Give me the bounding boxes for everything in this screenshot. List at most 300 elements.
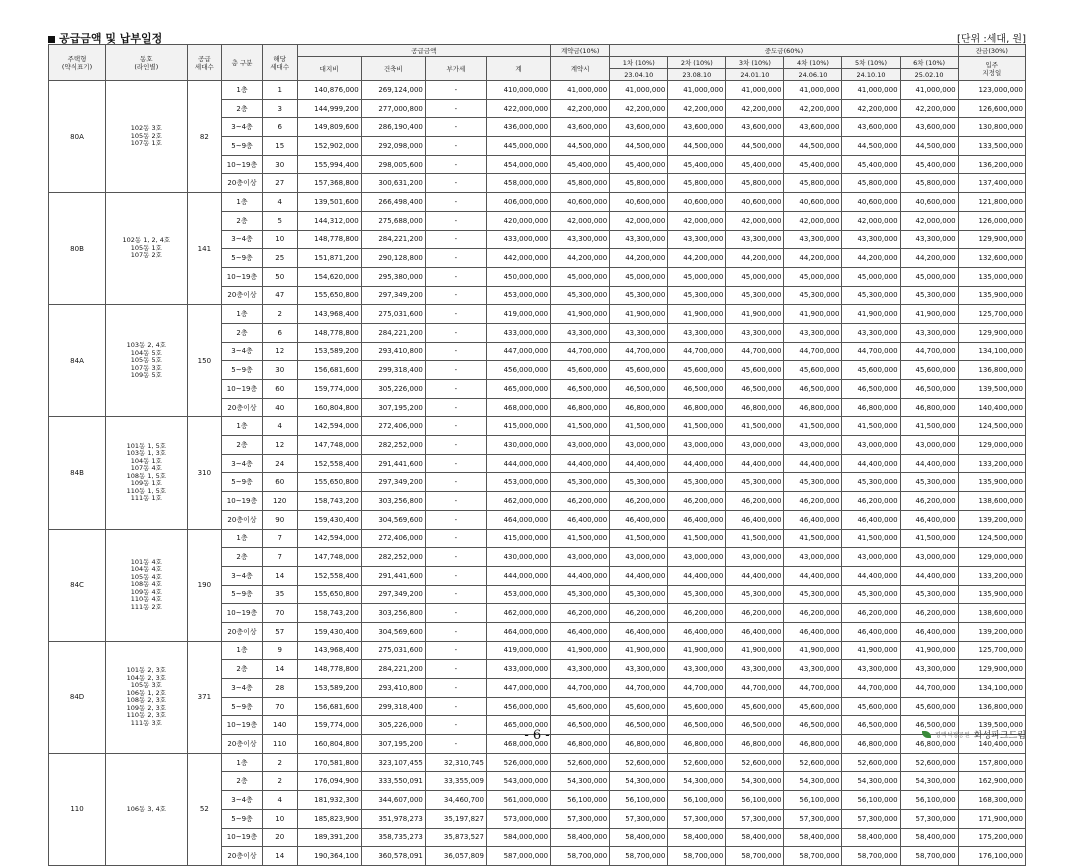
cell-balance: 171,900,000 [958, 809, 1025, 828]
cell-installment: 46,200,000 [900, 604, 958, 623]
cell-installment: 45,400,000 [726, 155, 784, 174]
cell-supply: 150 [187, 305, 222, 417]
cell-installment: 56,100,000 [726, 791, 784, 810]
cell-balance: 133,200,000 [958, 566, 1025, 585]
cell-installment: 57,300,000 [784, 809, 842, 828]
cell-total: 453,000,000 [486, 286, 550, 305]
cell-building: 284,221,200 [361, 660, 425, 679]
cell-units: 1 [262, 81, 297, 100]
cell-total: 573,000,000 [486, 809, 550, 828]
cell-units: 60 [262, 473, 297, 492]
cell-units: 2 [262, 753, 297, 772]
col-dong: 동호 (라인별) [106, 45, 187, 81]
cell-contract: 46,200,000 [551, 604, 610, 623]
cell-contract: 41,900,000 [551, 641, 610, 660]
cell-installment: 45,600,000 [726, 361, 784, 380]
cell-balance: 137,400,000 [958, 174, 1025, 193]
cell-contract: 43,000,000 [551, 436, 610, 455]
cell-installment: 43,600,000 [726, 118, 784, 137]
cell-installment: 45,000,000 [900, 267, 958, 286]
cell-installment: 58,400,000 [726, 828, 784, 847]
cell-installment: 46,400,000 [784, 510, 842, 529]
cell-building: 307,195,200 [361, 398, 425, 417]
cell-contract: 43,300,000 [551, 323, 610, 342]
cell-total: 430,000,000 [486, 548, 550, 567]
title-text: 공급금액 및 납부일정 [59, 32, 163, 45]
cell-units: 47 [262, 286, 297, 305]
cell-installment: 45,600,000 [610, 697, 668, 716]
cell-installment: 45,300,000 [726, 473, 784, 492]
cell-installment: 46,500,000 [842, 380, 900, 399]
cell-installment: 44,400,000 [842, 566, 900, 585]
cell-units: 140 [262, 716, 297, 735]
cell-contract: 43,300,000 [551, 230, 610, 249]
cell-floor: 10~19층 [222, 716, 263, 735]
cell-installment: 46,800,000 [900, 735, 958, 754]
cell-installment: 46,500,000 [726, 716, 784, 735]
type-group [49, 193, 1026, 305]
cell-installment: 46,200,000 [784, 492, 842, 511]
cell-installment: 46,200,000 [668, 604, 726, 623]
cell-building: 282,252,000 [361, 548, 425, 567]
cell-installment: 58,700,000 [842, 847, 900, 866]
cell-installment: 44,700,000 [610, 342, 668, 361]
cell-contract: 46,200,000 [551, 492, 610, 511]
cell-installment: 43,300,000 [842, 660, 900, 679]
cell-dong: 101동 1, 5호 103동 1, 3호 104동 1호 107동 4호 108동 1, 5호 109동 1호 110동 1, 5호 111동 1호 [106, 417, 187, 529]
col-mid-group: 중도금(60%) [610, 45, 958, 57]
cell-land: 151,871,200 [297, 249, 361, 268]
cell-total: 430,000,000 [486, 436, 550, 455]
cell-units: 14 [262, 566, 297, 585]
cell-land: 147,748,000 [297, 548, 361, 567]
cell-installment: 43,300,000 [900, 230, 958, 249]
cell-building: 297,349,200 [361, 286, 425, 305]
cell-installment: 56,100,000 [900, 791, 958, 810]
cell-balance: 138,600,000 [958, 492, 1025, 511]
cell-land: 148,778,800 [297, 660, 361, 679]
cell-building: 303,256,800 [361, 604, 425, 623]
cell-installment: 45,300,000 [668, 585, 726, 604]
cell-building: 282,252,000 [361, 436, 425, 455]
cell-vat: - [425, 118, 486, 137]
cell-installment: 46,500,000 [900, 380, 958, 399]
cell-units: 12 [262, 342, 297, 361]
cell-balance: 176,100,000 [958, 847, 1025, 866]
cell-installment: 45,300,000 [842, 585, 900, 604]
leaf-logo-icon [922, 731, 931, 738]
cell-installment: 46,200,000 [610, 492, 668, 511]
col-balance: 입주 지정일 [958, 57, 1025, 81]
cell-land: 176,094,900 [297, 772, 361, 791]
cell-vat: - [425, 81, 486, 100]
cell-floor: 3~4층 [222, 679, 263, 698]
cell-balance: 129,000,000 [958, 436, 1025, 455]
cell-installment: 46,500,000 [668, 380, 726, 399]
cell-vat: - [425, 361, 486, 380]
table-row [49, 305, 1026, 324]
cell-contract: 58,400,000 [551, 828, 610, 847]
cell-vat: 33,355,009 [425, 772, 486, 791]
cell-land: 155,994,400 [297, 155, 361, 174]
cell-total: 410,000,000 [486, 81, 550, 100]
cell-installment: 46,400,000 [784, 622, 842, 641]
cell-dong: 101동 4호 104동 4호 105동 4호 108동 4호 109동 4호 110동 4호 111동 2호 [106, 529, 187, 641]
cell-land: 159,430,400 [297, 510, 361, 529]
cell-land: 189,391,200 [297, 828, 361, 847]
col-installment-date: 24.10.10 [842, 69, 900, 81]
cell-total: 422,000,000 [486, 99, 550, 118]
cell-installment: 43,000,000 [668, 436, 726, 455]
cell-installment: 43,300,000 [668, 323, 726, 342]
cell-balance: 129,900,000 [958, 323, 1025, 342]
cell-installment: 44,700,000 [900, 342, 958, 361]
cell-total: 462,000,000 [486, 604, 550, 623]
cell-installment: 58,700,000 [726, 847, 784, 866]
cell-installment: 46,400,000 [842, 622, 900, 641]
cell-building: 299,318,400 [361, 361, 425, 380]
cell-installment: 44,400,000 [842, 454, 900, 473]
cell-contract: 44,700,000 [551, 342, 610, 361]
cell-floor: 20층이상 [222, 735, 263, 754]
cell-installment: 43,000,000 [842, 548, 900, 567]
cell-installment: 46,500,000 [668, 716, 726, 735]
cell-total: 456,000,000 [486, 361, 550, 380]
cell-supply: 371 [187, 641, 222, 753]
cell-vat: - [425, 473, 486, 492]
cell-installment: 56,100,000 [842, 791, 900, 810]
cell-installment: 46,200,000 [842, 492, 900, 511]
cell-floor: 10~19층 [222, 604, 263, 623]
cell-installment: 41,500,000 [784, 417, 842, 436]
cell-installment: 41,500,000 [842, 529, 900, 548]
cell-installment: 45,300,000 [900, 473, 958, 492]
cell-installment: 46,400,000 [726, 510, 784, 529]
cell-installment: 41,500,000 [610, 529, 668, 548]
cell-installment: 45,600,000 [842, 697, 900, 716]
cell-installment: 43,000,000 [610, 548, 668, 567]
cell-installment: 44,500,000 [668, 137, 726, 156]
col-total: 계 [486, 57, 550, 81]
cell-building: 275,688,000 [361, 211, 425, 230]
cell-contract: 44,500,000 [551, 137, 610, 156]
cell-balance: 125,700,000 [958, 305, 1025, 324]
cell-installment: 57,300,000 [668, 809, 726, 828]
cell-installment: 46,400,000 [900, 622, 958, 641]
cell-land: 156,681,600 [297, 697, 361, 716]
cell-floor: 10~19층 [222, 267, 263, 286]
cell-installment: 44,700,000 [726, 342, 784, 361]
cell-installment: 46,800,000 [784, 398, 842, 417]
cell-balance: 129,000,000 [958, 548, 1025, 567]
cell-units: 24 [262, 454, 297, 473]
cell-installment: 41,900,000 [668, 305, 726, 324]
cell-balance: 135,900,000 [958, 585, 1025, 604]
cell-floor: 3~4층 [222, 342, 263, 361]
cell-contract: 42,000,000 [551, 211, 610, 230]
cell-vat: - [425, 398, 486, 417]
cell-installment: 44,400,000 [726, 454, 784, 473]
cell-total: 415,000,000 [486, 529, 550, 548]
cell-installment: 46,200,000 [726, 604, 784, 623]
cell-installment: 44,500,000 [842, 137, 900, 156]
cell-vat: - [425, 679, 486, 698]
cell-total: 433,000,000 [486, 230, 550, 249]
cell-installment: 42,000,000 [784, 211, 842, 230]
cell-floor: 10~19층 [222, 492, 263, 511]
cell-installment: 45,000,000 [784, 267, 842, 286]
cell-land: 170,581,800 [297, 753, 361, 772]
cell-balance: 133,200,000 [958, 454, 1025, 473]
cell-installment: 45,300,000 [610, 286, 668, 305]
cell-installment: 44,200,000 [610, 249, 668, 268]
table-row [49, 529, 1026, 548]
cell-installment: 42,200,000 [610, 99, 668, 118]
cell-type: 110 [49, 753, 106, 865]
cell-installment: 58,400,000 [784, 828, 842, 847]
col-installment-date: 24.01.10 [726, 69, 784, 81]
cell-building: 293,410,800 [361, 679, 425, 698]
cell-building: 292,098,000 [361, 137, 425, 156]
col-land: 대지비 [297, 57, 361, 81]
cell-dong: 102동 1, 2, 4호 105동 1호 107동 2호 [106, 193, 187, 305]
cell-installment: 42,000,000 [610, 211, 668, 230]
cell-land: 185,823,900 [297, 809, 361, 828]
cell-units: 7 [262, 548, 297, 567]
cell-installment: 43,600,000 [610, 118, 668, 137]
type-group [49, 305, 1026, 417]
cell-vat: - [425, 286, 486, 305]
cell-building: 333,550,091 [361, 772, 425, 791]
cell-balance: 129,900,000 [958, 230, 1025, 249]
cell-dong: 102동 3호 105동 2호 107동 1호 [106, 81, 187, 193]
cell-installment: 44,200,000 [842, 249, 900, 268]
cell-floor: 3~4층 [222, 454, 263, 473]
cell-installment: 45,800,000 [668, 174, 726, 193]
cell-installment: 45,800,000 [900, 174, 958, 193]
cell-floor: 20층이상 [222, 398, 263, 417]
cell-installment: 57,300,000 [900, 809, 958, 828]
cell-building: 323,107,455 [361, 753, 425, 772]
cell-installment: 45,600,000 [726, 697, 784, 716]
cell-type: 80A [49, 81, 106, 193]
col-vat: 부가세 [425, 57, 486, 81]
col-supply: 공급 세대수 [187, 45, 222, 81]
cell-installment: 52,600,000 [610, 753, 668, 772]
cell-balance: 136,800,000 [958, 361, 1025, 380]
cell-land: 152,558,400 [297, 454, 361, 473]
col-installment-label: 5차 (10%) [842, 57, 900, 69]
cell-installment: 41,500,000 [842, 417, 900, 436]
cell-installment: 44,500,000 [610, 137, 668, 156]
cell-land: 159,774,000 [297, 380, 361, 399]
cell-installment: 58,700,000 [784, 847, 842, 866]
cell-floor: 10~19층 [222, 380, 263, 399]
cell-balance: 139,500,000 [958, 716, 1025, 735]
cell-contract: 40,600,000 [551, 193, 610, 212]
cell-installment: 46,400,000 [610, 510, 668, 529]
cell-total: 433,000,000 [486, 660, 550, 679]
cell-vat: - [425, 660, 486, 679]
cell-installment: 58,400,000 [842, 828, 900, 847]
table-header [49, 45, 1026, 81]
cell-total: 468,000,000 [486, 735, 550, 754]
cell-installment: 58,700,000 [900, 847, 958, 866]
cell-units: 3 [262, 99, 297, 118]
cell-installment: 54,300,000 [900, 772, 958, 791]
cell-units: 120 [262, 492, 297, 511]
cell-balance: 139,200,000 [958, 622, 1025, 641]
cell-type: 84B [49, 417, 106, 529]
cell-floor: 3~4층 [222, 118, 263, 137]
cell-building: 344,607,000 [361, 791, 425, 810]
cell-land: 155,650,800 [297, 585, 361, 604]
cell-installment: 58,400,000 [900, 828, 958, 847]
cell-installment: 45,000,000 [668, 267, 726, 286]
cell-total: 447,000,000 [486, 342, 550, 361]
cell-land: 181,932,300 [297, 791, 361, 810]
cell-installment: 52,600,000 [842, 753, 900, 772]
cell-installment: 58,700,000 [668, 847, 726, 866]
cell-total: 436,000,000 [486, 118, 550, 137]
cell-vat: - [425, 436, 486, 455]
cell-total: 464,000,000 [486, 622, 550, 641]
col-installment-label: 3차 (10%) [726, 57, 784, 69]
cell-type: 84D [49, 641, 106, 753]
cell-installment: 46,800,000 [784, 735, 842, 754]
cell-building: 307,195,200 [361, 735, 425, 754]
cell-units: 14 [262, 660, 297, 679]
col-balance-group: 잔금(30%) [958, 45, 1025, 57]
cell-contract: 46,500,000 [551, 380, 610, 399]
cell-installment: 41,000,000 [842, 81, 900, 100]
cell-units: 35 [262, 585, 297, 604]
cell-installment: 46,500,000 [900, 716, 958, 735]
cell-land: 155,650,800 [297, 286, 361, 305]
cell-installment: 45,600,000 [668, 697, 726, 716]
cell-floor: 1층 [222, 81, 263, 100]
cell-balance: 135,000,000 [958, 267, 1025, 286]
cell-contract: 56,100,000 [551, 791, 610, 810]
cell-installment: 46,800,000 [900, 398, 958, 417]
cell-installment: 40,600,000 [726, 193, 784, 212]
page-number: - 6 - [524, 728, 550, 743]
cell-balance: 134,100,000 [958, 342, 1025, 361]
cell-installment: 44,400,000 [726, 566, 784, 585]
cell-installment: 44,400,000 [900, 566, 958, 585]
cell-balance: 136,800,000 [958, 697, 1025, 716]
cell-installment: 41,900,000 [610, 305, 668, 324]
cell-balance: 130,800,000 [958, 118, 1025, 137]
cell-installment: 45,300,000 [784, 585, 842, 604]
cell-vat: - [425, 641, 486, 660]
cell-installment: 44,400,000 [784, 566, 842, 585]
cell-installment: 40,600,000 [900, 193, 958, 212]
cell-balance: 140,400,000 [958, 735, 1025, 754]
cell-total: 450,000,000 [486, 267, 550, 286]
cell-installment: 43,000,000 [610, 436, 668, 455]
cell-land: 160,804,800 [297, 735, 361, 754]
cell-units: 60 [262, 380, 297, 399]
cell-units: 10 [262, 809, 297, 828]
col-installment-label: 4차 (10%) [784, 57, 842, 69]
cell-installment: 41,000,000 [900, 81, 958, 100]
cell-building: 297,349,200 [361, 585, 425, 604]
cell-total: 444,000,000 [486, 566, 550, 585]
cell-building: 269,124,000 [361, 81, 425, 100]
cell-land: 147,748,000 [297, 436, 361, 455]
cell-floor: 1층 [222, 641, 263, 660]
cell-units: 90 [262, 510, 297, 529]
cell-balance: 132,600,000 [958, 249, 1025, 268]
cell-total: 465,000,000 [486, 716, 550, 735]
cell-vat: - [425, 492, 486, 511]
cell-contract: 45,400,000 [551, 155, 610, 174]
cell-contract: 44,400,000 [551, 566, 610, 585]
cell-total: 445,000,000 [486, 137, 550, 156]
cell-balance: 139,500,000 [958, 380, 1025, 399]
cell-installment: 43,300,000 [610, 660, 668, 679]
cell-building: 297,349,200 [361, 473, 425, 492]
cell-contract: 52,600,000 [551, 753, 610, 772]
cell-installment: 45,300,000 [668, 286, 726, 305]
cell-floor: 5~9층 [222, 809, 263, 828]
cell-units: 50 [262, 267, 297, 286]
cell-installment: 46,800,000 [842, 398, 900, 417]
cell-land: 143,968,400 [297, 641, 361, 660]
cell-balance: 126,000,000 [958, 211, 1025, 230]
cell-installment: 41,900,000 [900, 305, 958, 324]
cell-installment: 46,200,000 [726, 492, 784, 511]
cell-installment: 42,200,000 [784, 99, 842, 118]
cell-installment: 41,500,000 [668, 529, 726, 548]
col-installment-label: 6차 (10%) [900, 57, 958, 69]
cell-installment: 45,300,000 [726, 286, 784, 305]
cell-installment: 44,200,000 [668, 249, 726, 268]
cell-building: 272,406,000 [361, 529, 425, 548]
cell-building: 266,498,400 [361, 193, 425, 212]
cell-total: 468,000,000 [486, 398, 550, 417]
cell-contract: 54,300,000 [551, 772, 610, 791]
cell-land: 139,501,600 [297, 193, 361, 212]
cell-vat: - [425, 548, 486, 567]
cell-installment: 42,200,000 [900, 99, 958, 118]
cell-units: 15 [262, 137, 297, 156]
cell-installment: 44,500,000 [900, 137, 958, 156]
cell-installment: 56,100,000 [668, 791, 726, 810]
cell-floor: 2층 [222, 772, 263, 791]
cell-installment: 46,500,000 [784, 716, 842, 735]
cell-installment: 40,600,000 [610, 193, 668, 212]
cell-units: 27 [262, 174, 297, 193]
cell-building: 290,128,800 [361, 249, 425, 268]
cell-land: 144,999,200 [297, 99, 361, 118]
cell-vat: - [425, 99, 486, 118]
cell-installment: 57,300,000 [610, 809, 668, 828]
cell-vat: - [425, 211, 486, 230]
cell-total: 465,000,000 [486, 380, 550, 399]
cell-installment: 57,300,000 [726, 809, 784, 828]
col-units: 해당 세대수 [262, 45, 297, 81]
cell-vat: - [425, 510, 486, 529]
cell-contract: 45,600,000 [551, 361, 610, 380]
cell-installment: 52,600,000 [668, 753, 726, 772]
cell-contract: 41,000,000 [551, 81, 610, 100]
table-row [49, 81, 1026, 100]
cell-balance: 138,600,000 [958, 604, 1025, 623]
cell-installment: 45,300,000 [900, 585, 958, 604]
col-type: 주택형 (약식표기) [49, 45, 106, 81]
